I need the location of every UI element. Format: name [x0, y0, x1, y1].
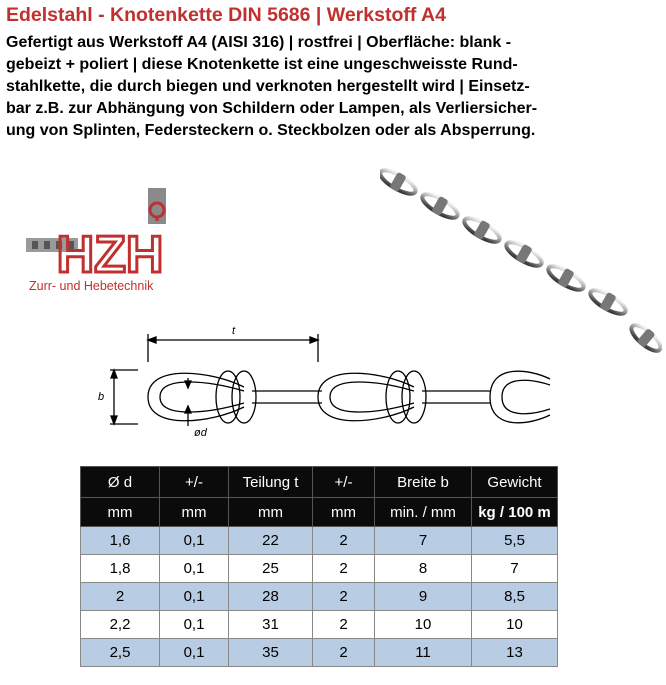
table-unit-cell: mm — [313, 498, 375, 527]
table-cell: 13 — [472, 639, 558, 667]
table-cell: 7 — [375, 527, 472, 555]
table-unit-row — [81, 498, 558, 527]
description-line: Gefertigt aus Werkstoff A4 (AISI 316) | rostfrei | Oberfläche: blank - — [6, 34, 512, 51]
table-header-row — [81, 467, 558, 498]
product-description — [6, 32, 662, 142]
table-header-cell: Breite b — [375, 467, 472, 498]
table-row — [81, 583, 558, 611]
dimension-d-label: ød — [194, 427, 207, 439]
table-cell: 8,5 — [472, 583, 558, 611]
table-unit-cell: kg / 100 m — [472, 498, 558, 527]
table-header-cell: +/- — [160, 467, 229, 498]
table-cell: 0,1 — [160, 555, 229, 583]
table-cell: 0,1 — [160, 527, 229, 555]
description-line: bar z.B. zur Abhängung von Schildern oder Lampen, als Verliersicher- — [6, 100, 538, 117]
table-cell: 7 — [472, 555, 558, 583]
table-cell: 2 — [313, 527, 375, 555]
table-cell: 25 — [229, 555, 313, 583]
table-cell: 28 — [229, 583, 313, 611]
table-cell: 0,1 — [160, 583, 229, 611]
table-cell: 9 — [375, 583, 472, 611]
table-cell: 10 — [472, 611, 558, 639]
dimension-b-label: b — [98, 391, 105, 403]
table-row — [81, 527, 558, 555]
table-row — [81, 639, 558, 667]
table-cell: 8 — [375, 555, 472, 583]
table-header-cell: Teilung t — [229, 467, 313, 498]
dimension-t-label: t — [232, 325, 236, 337]
table-header-cell: +/- — [313, 467, 375, 498]
table-cell: 2,5 — [81, 639, 160, 667]
table-header-cell: Gewicht — [472, 467, 558, 498]
table-unit-cell: mm — [160, 498, 229, 527]
table-unit-cell: mm — [81, 498, 160, 527]
table-cell: 2 — [81, 583, 160, 611]
description-line: gebeizt + poliert | diese Knotenkette ist eine ungeschweisste Rund- — [6, 56, 518, 73]
table-cell: 2 — [313, 555, 375, 583]
table-cell: 2 — [313, 583, 375, 611]
page-title: Edelstahl - Knotenkette DIN 5686 | Werkstoff A4 — [6, 4, 446, 26]
table-unit-cell: min. / mm — [375, 498, 472, 527]
table-cell: 10 — [375, 611, 472, 639]
logo-tagline: Zurr- und Hebetechnik — [29, 279, 154, 293]
table-row — [81, 555, 558, 583]
table-cell: 11 — [375, 639, 472, 667]
table-unit-cell: mm — [229, 498, 313, 527]
table-cell: 0,1 — [160, 639, 229, 667]
table-cell: 5,5 — [472, 527, 558, 555]
table-cell: 1,8 — [81, 555, 160, 583]
table-cell: 2 — [313, 611, 375, 639]
table-cell: 0,1 — [160, 611, 229, 639]
table-header-cell: Ø d — [81, 467, 160, 498]
technical-drawing — [90, 318, 560, 456]
table-row — [81, 611, 558, 639]
table-cell: 1,6 — [81, 527, 160, 555]
table-cell: 35 — [229, 639, 313, 667]
table-cell: 2,2 — [81, 611, 160, 639]
description-line: ung von Splinten, Federsteckern o. Steckbolzen oder als Absperrung. — [6, 122, 536, 139]
table-cell: 31 — [229, 611, 313, 639]
table-cell: 2 — [313, 639, 375, 667]
logo-letters: HZH — [56, 226, 164, 284]
table-cell: 22 — [229, 527, 313, 555]
spec-table — [80, 466, 558, 667]
description-line: stahlkette, die durch biegen und verknoten hergestellt wird | Einsetz- — [6, 78, 530, 95]
